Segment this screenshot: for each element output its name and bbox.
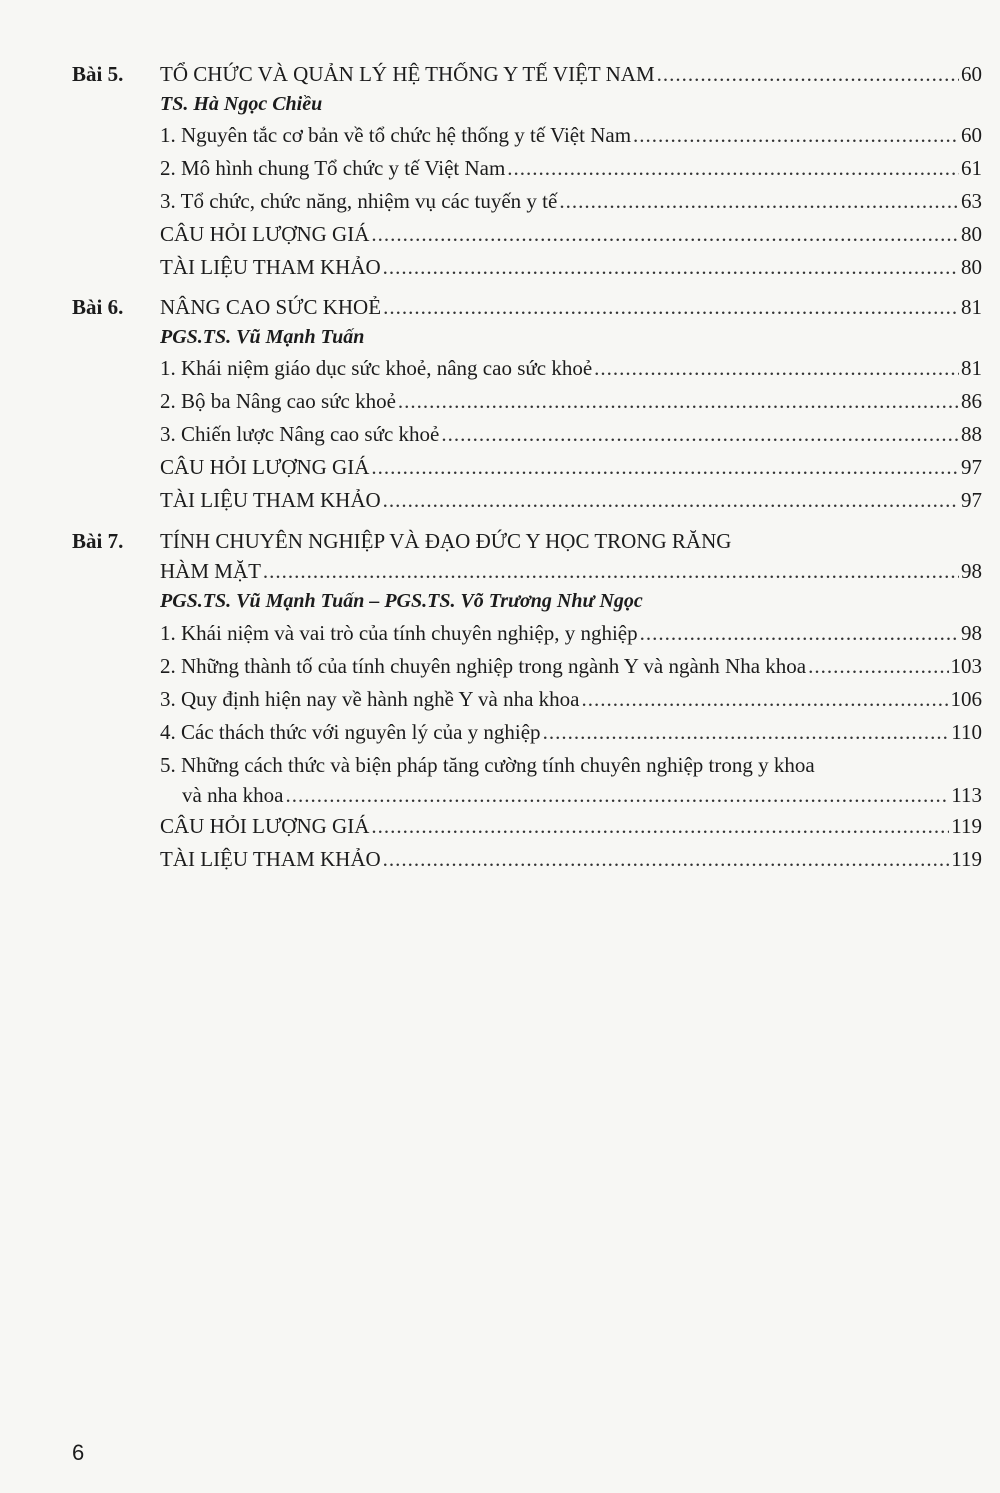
dot-leader xyxy=(383,486,959,514)
dot-leader xyxy=(383,293,959,321)
toc-entry-text: 1. Nguyên tắc cơ bản về tổ chức hệ thống y tế Việt Nam xyxy=(160,123,632,147)
lesson-5-page: 60 xyxy=(961,62,982,86)
toc-entry[interactable] xyxy=(160,420,982,448)
dot-leader xyxy=(507,154,959,182)
lesson-5-label: Bài 5. xyxy=(72,62,124,86)
toc-entry-text: 2. Bộ ba Nâng cao sức khoẻ xyxy=(160,389,396,413)
toc-entry[interactable] xyxy=(160,220,982,248)
toc-entry-page: 110 xyxy=(951,720,982,744)
dot-leader xyxy=(808,652,948,680)
lesson-7-label: Bài 7. xyxy=(72,529,124,553)
lesson-5-title: TỔ CHỨC VÀ QUẢN LÝ HỆ THỐNG Y TẾ VIỆT NAM xyxy=(160,62,655,86)
lesson-6-label: Bài 6. xyxy=(72,295,124,319)
lesson-5-title-entry[interactable] xyxy=(160,60,982,88)
toc-entry-text: 1. Khái niệm giáo dục sức khoẻ, nâng cao sức khoẻ xyxy=(160,356,593,380)
toc-entry[interactable] xyxy=(160,453,982,481)
toc-entry-text: TÀI LIỆU THAM KHẢO xyxy=(160,255,381,279)
toc-entry[interactable] xyxy=(160,812,982,840)
toc-entry[interactable] xyxy=(160,354,982,382)
dot-leader xyxy=(383,845,950,873)
toc-entry-text: 4. Các thách thức với nguyên lý của y nghiệp xyxy=(160,720,541,744)
lesson-7-author: PGS.TS. Vũ Mạnh Tuấn – PGS.TS. Võ Trương Như Ngọc xyxy=(160,590,643,612)
toc-entry-page: 80 xyxy=(961,222,982,246)
toc-entry[interactable] xyxy=(160,845,982,873)
toc-entry[interactable] xyxy=(160,187,982,215)
lesson-7-title-line2: HÀM MẶT xyxy=(160,559,261,583)
toc-entry[interactable] xyxy=(160,718,982,746)
toc-entry-page: 81 xyxy=(961,356,982,380)
toc-entry-text: 2. Mô hình chung Tổ chức y tế Việt Nam xyxy=(160,156,506,180)
toc-entry[interactable] xyxy=(160,486,982,514)
dot-leader xyxy=(383,253,959,281)
toc-entry-text: 2. Những thành tố của tính chuyên nghiệp trong ngành Y và ngành Nha khoa xyxy=(160,654,807,678)
toc-entry[interactable] xyxy=(160,619,982,647)
toc-entry-text: TÀI LIỆU THAM KHẢO xyxy=(160,847,381,871)
page-number: 6 xyxy=(72,1440,85,1465)
toc-entry[interactable] xyxy=(160,121,982,149)
dot-leader xyxy=(371,453,959,481)
dot-leader xyxy=(371,812,949,840)
toc-entry-text: 3. Quy định hiện nay về hành nghề Y và nha khoa xyxy=(160,687,580,711)
dot-leader xyxy=(371,220,959,248)
dot-leader xyxy=(594,354,959,382)
dot-leader xyxy=(633,121,959,149)
toc-entry-page: 119 xyxy=(951,847,982,871)
dot-leader xyxy=(543,718,950,746)
toc-entry[interactable] xyxy=(160,253,982,281)
toc-entry-page: 119 xyxy=(951,814,982,838)
toc-entry-text: 1. Khái niệm và vai trò của tính chuyên nghiệp, y nghiệp xyxy=(160,621,638,645)
dot-leader xyxy=(640,619,959,647)
toc-entry-text-line2: và nha khoa xyxy=(182,783,284,807)
lesson-6-title-entry[interactable] xyxy=(160,293,982,321)
toc-entry-page: 103 xyxy=(950,654,982,678)
dot-leader xyxy=(582,685,949,713)
toc-entry-page: 98 xyxy=(961,621,982,645)
toc-entry-page: 63 xyxy=(961,189,982,213)
dot-leader xyxy=(398,387,959,415)
dot-leader xyxy=(657,60,959,88)
toc-entry-text-line1[interactable]: 5. Những cách thức và biện pháp tăng cường tính chuyên nghiệp trong y khoa xyxy=(160,753,815,777)
toc-entry-page: 60 xyxy=(961,123,982,147)
toc-entry[interactable] xyxy=(160,685,982,713)
toc-entry-text: CÂU HỎI LƯỢNG GIÁ xyxy=(160,814,370,838)
toc-entry[interactable] xyxy=(160,154,982,182)
toc-entry-page: 113 xyxy=(951,783,982,807)
toc-entry-text: CÂU HỎI LƯỢNG GIÁ xyxy=(160,455,370,479)
lesson-6-title: NÂNG CAO SỨC KHOẺ xyxy=(160,295,382,319)
toc-entry-page: 106 xyxy=(950,687,982,711)
toc-entry-text: 3. Tổ chức, chức năng, nhiệm vụ các tuyến y tế xyxy=(160,189,558,213)
toc-entry[interactable] xyxy=(160,652,982,680)
dot-leader xyxy=(441,420,959,448)
lesson-7-title-entry[interactable] xyxy=(160,557,982,585)
toc-entry-page: 97 xyxy=(961,455,982,479)
toc-entry-text: 3. Chiến lược Nâng cao sức khoẻ xyxy=(160,422,440,446)
toc-entry[interactable] xyxy=(160,387,982,415)
dot-leader xyxy=(285,781,949,809)
toc-entry-page: 88 xyxy=(961,422,982,446)
toc-entry-text: TÀI LIỆU THAM KHẢO xyxy=(160,488,381,512)
dot-leader xyxy=(559,187,959,215)
toc-entry-page: 97 xyxy=(961,488,982,512)
toc-entry-page: 61 xyxy=(961,156,982,180)
lesson-6-author: PGS.TS. Vũ Mạnh Tuấn xyxy=(160,326,365,348)
lesson-5-author: TS. Hà Ngọc Chiều xyxy=(160,93,323,115)
lesson-6-page: 81 xyxy=(961,295,982,319)
dot-leader xyxy=(263,557,959,585)
toc-entry-page: 80 xyxy=(961,255,982,279)
lesson-7-page: 98 xyxy=(961,559,982,583)
toc-entry-text: CÂU HỎI LƯỢNG GIÁ xyxy=(160,222,370,246)
lesson-7-title-line1[interactable]: TÍNH CHUYÊN NGHIỆP VÀ ĐẠO ĐỨC Y HỌC TRONG RĂNG xyxy=(160,529,732,553)
toc-entry[interactable] xyxy=(182,781,982,809)
toc-entry-page: 86 xyxy=(961,389,982,413)
